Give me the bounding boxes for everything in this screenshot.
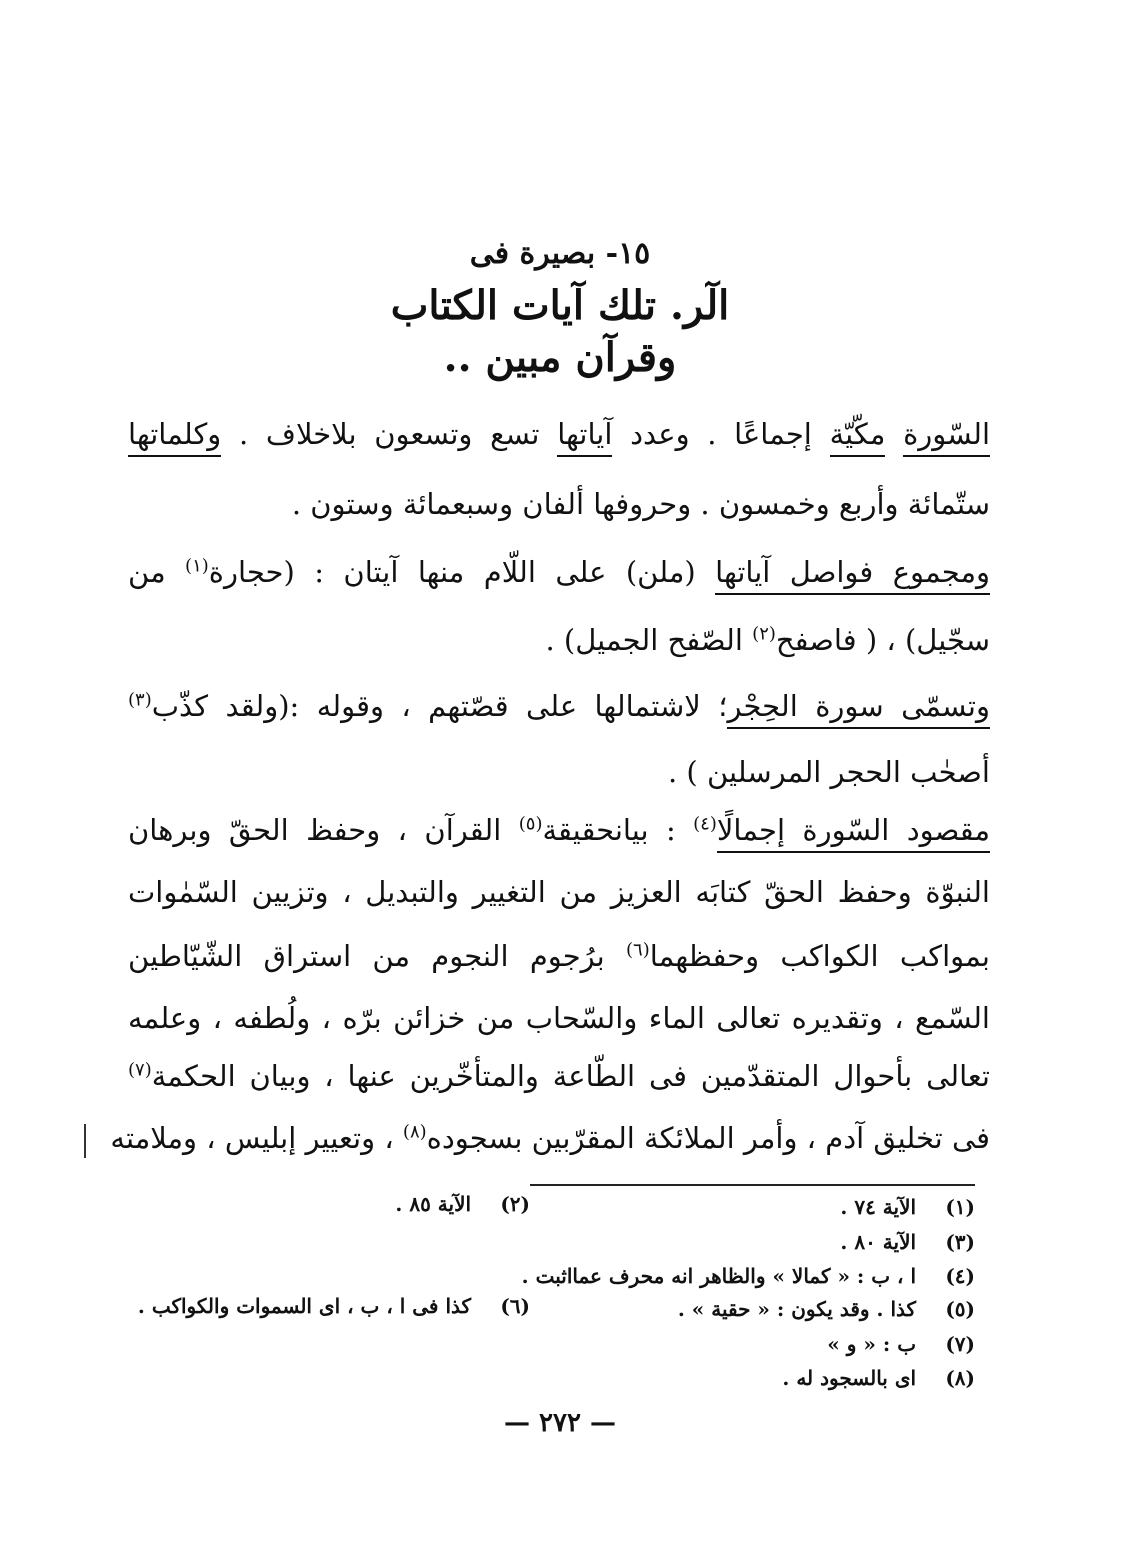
footnote-ref: (٦) xyxy=(626,939,650,961)
footnote-number: (٦) xyxy=(500,1294,530,1318)
footnote-6 xyxy=(138,1292,530,1320)
footnote-number: (٣) xyxy=(945,1230,975,1254)
body-line-9 xyxy=(128,936,990,976)
text: ، وتعيير إبليس ، وملامته xyxy=(110,1121,394,1155)
underlined-word: آياتها xyxy=(557,417,612,457)
footnote-text: كذا . وقد يكون : « حقية » . xyxy=(677,1297,917,1321)
body-line-11 xyxy=(128,1056,990,1096)
footnote-ref: (٧) xyxy=(128,1059,152,1081)
body-line-1 xyxy=(128,414,990,454)
body-line-5 xyxy=(128,686,990,726)
body-line-4 xyxy=(128,620,990,660)
text: تعالى بأحوال المتقدّمين فى الطّاعة والمتأخّرين عنها ، وبيان الحكمة xyxy=(151,1059,990,1093)
margin-mark xyxy=(84,1124,86,1158)
underlined-phrase: ومجموع فواصل آياتها xyxy=(715,555,990,595)
text: من xyxy=(128,555,166,589)
footnote-ref: (٣) xyxy=(128,689,152,711)
underlined-phrase: مقصود السّورة إجمالًا xyxy=(717,813,990,853)
text: : بيانحقيقة xyxy=(542,813,676,847)
footnote-3 xyxy=(840,1228,975,1256)
text: بمواكب الكواكب وحفظهما xyxy=(649,939,990,973)
body-line-3 xyxy=(128,552,990,592)
body-line-7 xyxy=(128,810,990,850)
footnote-ref: (٤) xyxy=(693,813,717,835)
footnote-ref: (٢) xyxy=(752,623,776,645)
footnote-text: الآية ٧٤ . xyxy=(840,1195,917,1219)
text: فى تخليق آدم ، وأمر الملائكة المقرّبين بسجوده xyxy=(426,1121,990,1155)
body-line-8: النبوّة وحفظ الحقّ كتابَه العزيز من التغيير والتبديل ، وتزيين السّمٰوات xyxy=(128,875,990,909)
footnote-number: (٢) xyxy=(500,1192,530,1216)
footnote-ref: (٥) xyxy=(518,813,543,835)
text: سجّيل) ، ( فاصفح xyxy=(775,623,990,657)
underlined-phrase: وتسمّى سورة الحِجْر xyxy=(727,689,990,729)
text: (ملن) على اللّام منها آيتان : (حجارة xyxy=(208,555,696,589)
underlined-word: وكلماتها xyxy=(128,417,221,457)
footnote-text: كذا فى ا ، ب ، اى السموات والكواكب . xyxy=(137,1294,472,1318)
footnote-text: ا ، ب : « كمالا » والظاهر انه محرف عمااثبت . xyxy=(521,1264,917,1288)
text: ؛ لاشتمالها على قصّتهم ، وقوله :(ولقد كذّب xyxy=(151,689,728,723)
footnote-number: (٨) xyxy=(945,1366,975,1390)
footnote-number: (١) xyxy=(945,1195,975,1219)
body-line-6: أصحٰب الحجر المرسلين ) . xyxy=(667,755,990,789)
footnote-number: (٥) xyxy=(945,1297,975,1321)
footnote-5 xyxy=(678,1295,975,1323)
footnote-4 xyxy=(522,1262,975,1290)
text: القرآن ، وحفظ الحقّ وبرهان xyxy=(128,813,502,847)
chapter-title-line-2: وقرآن مبين .. xyxy=(443,334,677,381)
footnote-1 xyxy=(840,1193,975,1221)
footnote-number: (٤) xyxy=(945,1264,975,1288)
body-line-12 xyxy=(110,1118,990,1158)
footnote-separator xyxy=(530,1184,975,1186)
body-line-2: ستّمائة وأربع وخمسون . وحروفها ألفان وسبعمائة وستون . xyxy=(291,487,990,521)
footnote-ref: (٨) xyxy=(402,1121,427,1143)
underlined-word: مكّيّة xyxy=(830,417,886,457)
footnote-7 xyxy=(827,1330,975,1358)
footnote-text: اى بالسجود له . xyxy=(782,1366,917,1390)
page-number: — ٢٧٢ — xyxy=(503,1408,617,1438)
text: الصّفح الجميل) . xyxy=(545,623,743,657)
underlined-word: السّورة xyxy=(903,417,990,457)
text: برُجوم النجوم من استراق الشّيّاطين xyxy=(128,939,605,973)
text: إجماعًا . وعدد xyxy=(630,417,812,451)
footnote-text: الآية ٨٠ . xyxy=(840,1230,917,1254)
footnote-text: ب : « و » xyxy=(827,1332,917,1356)
footnote-text: الآية ٨٥ . xyxy=(395,1192,472,1216)
chapter-title-line-1: الٓر. تلك آيات الكتاب xyxy=(390,282,730,329)
body-line-10: السّمع ، وتقديره تعالى الماء والسّحاب من خزائن برّه ، ولُطفه ، وعلمه xyxy=(128,1001,990,1035)
footnote-2 xyxy=(395,1190,530,1218)
footnote-number: (٧) xyxy=(945,1332,975,1356)
text: تسع وتسعون بلاخلاف . xyxy=(238,417,540,451)
chapter-number-title: ١٥- بصيرة فى xyxy=(469,236,651,271)
footnote-ref: (١) xyxy=(185,555,209,577)
footnote-8 xyxy=(782,1364,975,1392)
